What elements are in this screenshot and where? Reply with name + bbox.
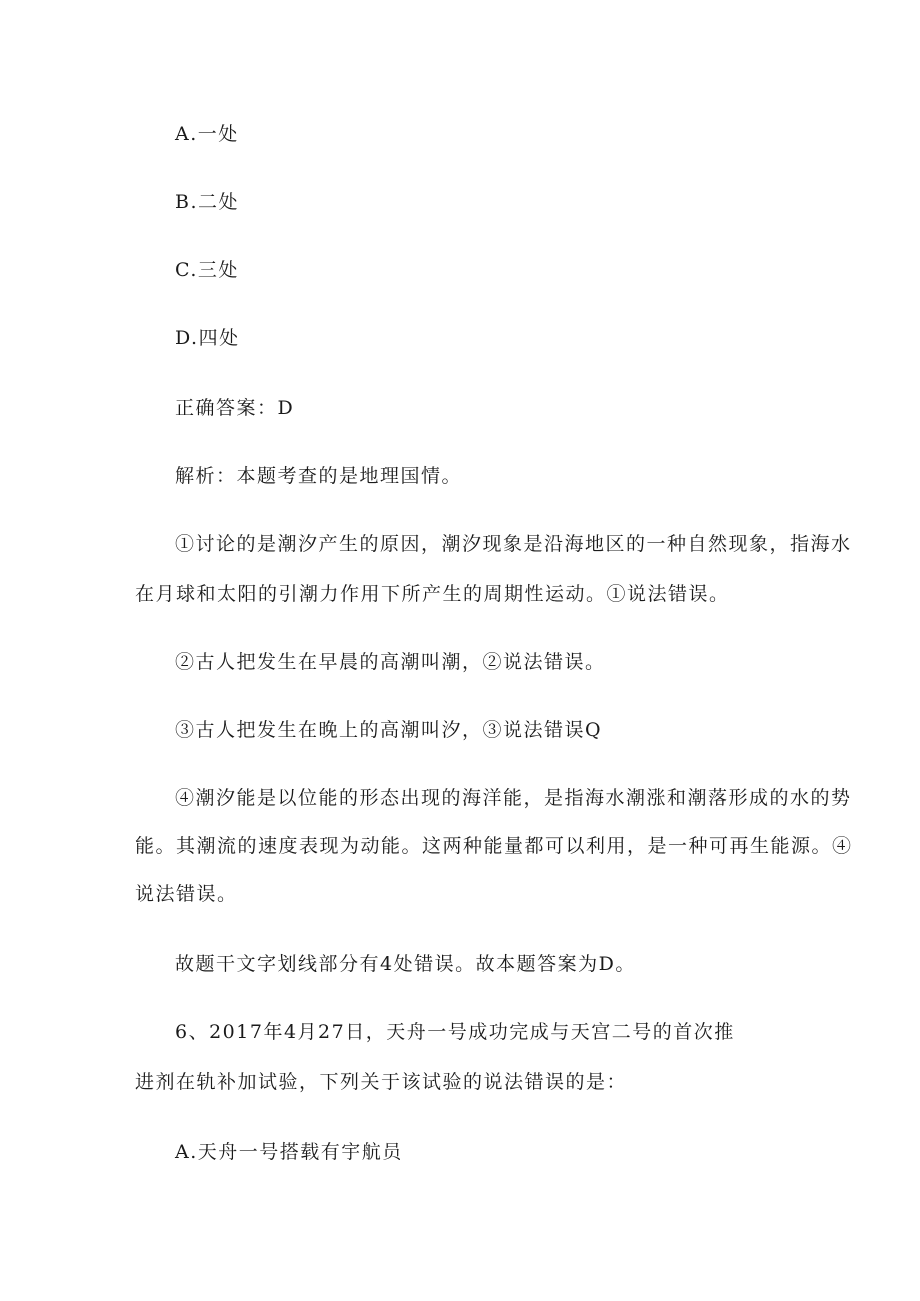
analysis-point-4-line-1: ④潮汐能是以位能的形态出现的海洋能，是指海水潮涨和潮落形成的水的势 — [175, 787, 852, 809]
option-c: C.三处 — [175, 259, 239, 281]
analysis-point-4-line-2: 能。其潮流的速度表现为动能。这两种能量都可以利用，是一种可再生能源。④ — [135, 835, 853, 857]
option-a: A.一处 — [175, 123, 239, 145]
analysis-point-4-line-3: 说法错误。 — [135, 883, 238, 905]
analysis-point-2: ②古人把发生在早晨的高潮叫潮，②说法错误。 — [175, 651, 606, 673]
correct-answer: 正确答案：D — [175, 397, 295, 419]
conclusion: 故题干文字划线部分有4处错误。故本题答案为D。 — [175, 953, 636, 975]
analysis-point-3: ③古人把发生在晚上的高潮叫汐，③说法错误Q — [175, 719, 603, 741]
q6-option-a: A.天舟一号搭载有宇航员 — [175, 1141, 403, 1163]
option-d: D.四处 — [175, 327, 240, 349]
analysis-intro: 解析：本题考查的是地理国情。 — [175, 465, 463, 487]
analysis-point-1-line-2: 在月球和太阳的引潮力作用下所产生的周期性运动。①说法错误。 — [135, 583, 730, 605]
question-6-line-2: 进剂在轨补加试验，下列关于该试验的说法错误的是： — [135, 1071, 628, 1093]
question-6-line-1: 6、2017年4月27日，天舟一号成功完成与天宫二号的首次推 — [175, 1021, 735, 1043]
analysis-point-1-line-1: ①讨论的是潮汐产生的原因，潮汐现象是沿海地区的一种自然现象，指海水 — [175, 533, 852, 555]
option-b: B.二处 — [175, 191, 240, 213]
